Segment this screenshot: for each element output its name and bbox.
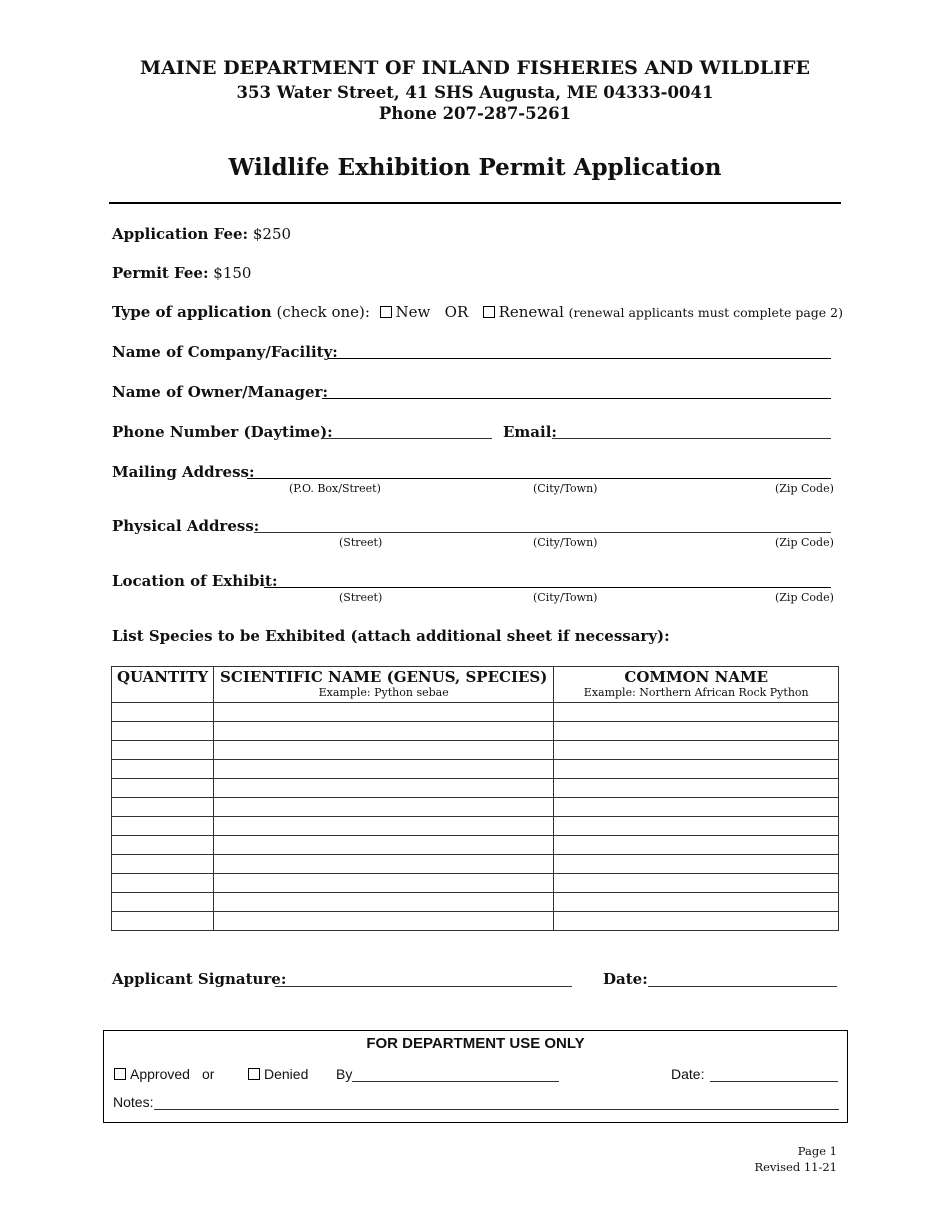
common-name-cell[interactable]	[554, 817, 839, 836]
applicant-signature-field[interactable]	[275, 986, 572, 987]
table-row	[112, 741, 839, 760]
quantity-column-header: QUANTITY	[112, 667, 214, 703]
physical-address-field[interactable]	[254, 532, 831, 533]
signature-date-field[interactable]	[648, 986, 837, 987]
common-name-cell[interactable]	[554, 912, 839, 931]
permit-fee-row	[112, 264, 251, 282]
common-name-cell[interactable]	[554, 874, 839, 893]
phone-field[interactable]	[322, 438, 492, 439]
form-title: Wildlife Exhibition Permit Application	[228, 154, 722, 181]
table-row	[112, 779, 839, 798]
physical-street-caption: (Street)	[339, 536, 383, 549]
quantity-cell[interactable]	[112, 741, 214, 760]
common-name-column-header: COMMON NAME Example: Northern African Rock Python	[554, 667, 839, 703]
common-name-cell[interactable]	[554, 703, 839, 722]
common-name-cell[interactable]	[554, 779, 839, 798]
phone-label: Phone Number (Daytime):	[112, 423, 333, 441]
table-row	[112, 874, 839, 893]
species-table	[111, 666, 839, 931]
scientific-name-cell[interactable]	[213, 798, 553, 817]
common-name-cell[interactable]	[554, 741, 839, 760]
applicant-signature-label: Applicant Signature:	[112, 970, 287, 988]
renewal-label: Renewal	[498, 303, 564, 321]
mailing-street-caption: (P.O. Box/Street)	[289, 482, 381, 495]
approved-option	[114, 1066, 190, 1082]
table-row	[112, 760, 839, 779]
common-name-example: Example: Northern African Rock Python	[583, 686, 809, 699]
denied-label: Denied	[264, 1066, 309, 1082]
or-text: OR	[444, 303, 469, 321]
quantity-cell[interactable]	[112, 817, 214, 836]
new-checkbox[interactable]	[380, 306, 392, 318]
agency-address: 353 Water Street, 41 SHS Augusta, ME 04333-0041	[236, 83, 714, 102]
denied-option	[248, 1066, 308, 1082]
by-field[interactable]	[352, 1081, 559, 1082]
mailing-city-caption: (City/Town)	[533, 482, 598, 495]
physical-city-caption: (City/Town)	[533, 536, 598, 549]
scientific-name-cell[interactable]	[213, 817, 553, 836]
exhibit-location-label: Location of Exhibit:	[112, 572, 278, 590]
approved-checkbox[interactable]	[114, 1068, 126, 1080]
location-street-caption: (Street)	[339, 591, 383, 604]
common-name-cell[interactable]	[554, 836, 839, 855]
common-name-cell[interactable]	[554, 760, 839, 779]
email-label: Email:	[503, 423, 557, 441]
scientific-name-cell[interactable]	[213, 779, 553, 798]
quantity-cell[interactable]	[112, 760, 214, 779]
permit-fee-label: Permit Fee:	[112, 264, 209, 282]
quantity-cell[interactable]	[112, 912, 214, 931]
common-name-cell[interactable]	[554, 722, 839, 741]
quantity-cell[interactable]	[112, 722, 214, 741]
department-date-field[interactable]	[710, 1081, 838, 1082]
by-label: By	[336, 1066, 353, 1082]
table-row	[112, 817, 839, 836]
notes-field[interactable]	[154, 1109, 839, 1110]
permit-fee-value: $150	[213, 264, 252, 282]
scientific-name-example: Example: Python sebae	[318, 686, 449, 699]
table-row	[112, 855, 839, 874]
application-fee-label: Application Fee:	[112, 225, 249, 243]
department-date-label: Date:	[671, 1066, 705, 1082]
department-use-box	[103, 1030, 848, 1123]
mailing-address-field[interactable]	[247, 478, 831, 479]
owner-label: Name of Owner/Manager:	[112, 383, 328, 401]
species-table-header	[112, 667, 839, 703]
table-row	[112, 912, 839, 931]
exhibit-location-field[interactable]	[264, 587, 831, 588]
owner-field[interactable]	[322, 398, 831, 399]
header-divider	[109, 202, 841, 204]
scientific-name-cell[interactable]	[213, 741, 553, 760]
quantity-cell[interactable]	[112, 893, 214, 912]
scientific-name-cell[interactable]	[213, 855, 553, 874]
quantity-cell[interactable]	[112, 836, 214, 855]
application-type-row	[112, 303, 843, 321]
approve-or-text: or	[202, 1066, 215, 1082]
scientific-name-cell[interactable]	[213, 874, 553, 893]
table-row	[112, 722, 839, 741]
species-heading: List Species to be Exhibited (attach additional sheet if necessary):	[112, 627, 670, 645]
application-type-instruction: (check one):	[276, 303, 370, 321]
page-number: Page 1	[797, 1144, 837, 1158]
revision-date: Revised 11-21	[754, 1160, 837, 1174]
quantity-cell[interactable]	[112, 855, 214, 874]
scientific-name-cell[interactable]	[213, 703, 553, 722]
mailing-zip-caption: (Zip Code)	[775, 482, 834, 495]
scientific-name-column-header: SCIENTIFIC NAME (GENUS, SPECIES) Example: Python sebae	[213, 667, 553, 703]
quantity-cell[interactable]	[112, 798, 214, 817]
agency-phone: Phone 207-287-5261	[378, 104, 572, 123]
table-row	[112, 798, 839, 817]
approved-label: Approved	[130, 1066, 190, 1082]
agency-name: MAINE DEPARTMENT OF INLAND FISHERIES AND WILDLIFE	[140, 57, 810, 79]
renewal-checkbox[interactable]	[483, 306, 495, 318]
scientific-name-cell[interactable]	[213, 912, 553, 931]
common-name-cell[interactable]	[554, 855, 839, 874]
application-fee-value: $250	[252, 225, 292, 243]
quantity-cell[interactable]	[112, 874, 214, 893]
denied-checkbox[interactable]	[248, 1068, 260, 1080]
table-row	[112, 703, 839, 722]
table-row	[112, 893, 839, 912]
mailing-address-label: Mailing Address:	[112, 463, 255, 481]
department-use-title: FOR DEPARTMENT USE ONLY	[366, 1035, 585, 1052]
quantity-cell[interactable]	[112, 703, 214, 722]
company-field[interactable]	[328, 358, 831, 359]
quantity-cell[interactable]	[112, 779, 214, 798]
renewal-note: (renewal applicants must complete page 2)	[568, 305, 843, 320]
physical-address-label: Physical Address:	[112, 517, 260, 535]
table-row	[112, 836, 839, 855]
common-name-cell[interactable]	[554, 893, 839, 912]
signature-date-label: Date:	[603, 970, 648, 988]
physical-zip-caption: (Zip Code)	[775, 536, 834, 549]
scientific-name-cell[interactable]	[213, 893, 553, 912]
location-city-caption: (City/Town)	[533, 591, 598, 604]
notes-label: Notes:	[113, 1094, 154, 1110]
company-label: Name of Company/Facility:	[112, 343, 338, 361]
scientific-name-cell[interactable]	[213, 722, 553, 741]
location-zip-caption: (Zip Code)	[775, 591, 834, 604]
common-name-cell[interactable]	[554, 798, 839, 817]
application-type-label: Type of application	[112, 303, 272, 321]
scientific-name-cell[interactable]	[213, 760, 553, 779]
new-label: New	[395, 303, 431, 321]
scientific-name-cell[interactable]	[213, 836, 553, 855]
email-field[interactable]	[552, 438, 831, 439]
application-fee-row	[112, 225, 291, 243]
